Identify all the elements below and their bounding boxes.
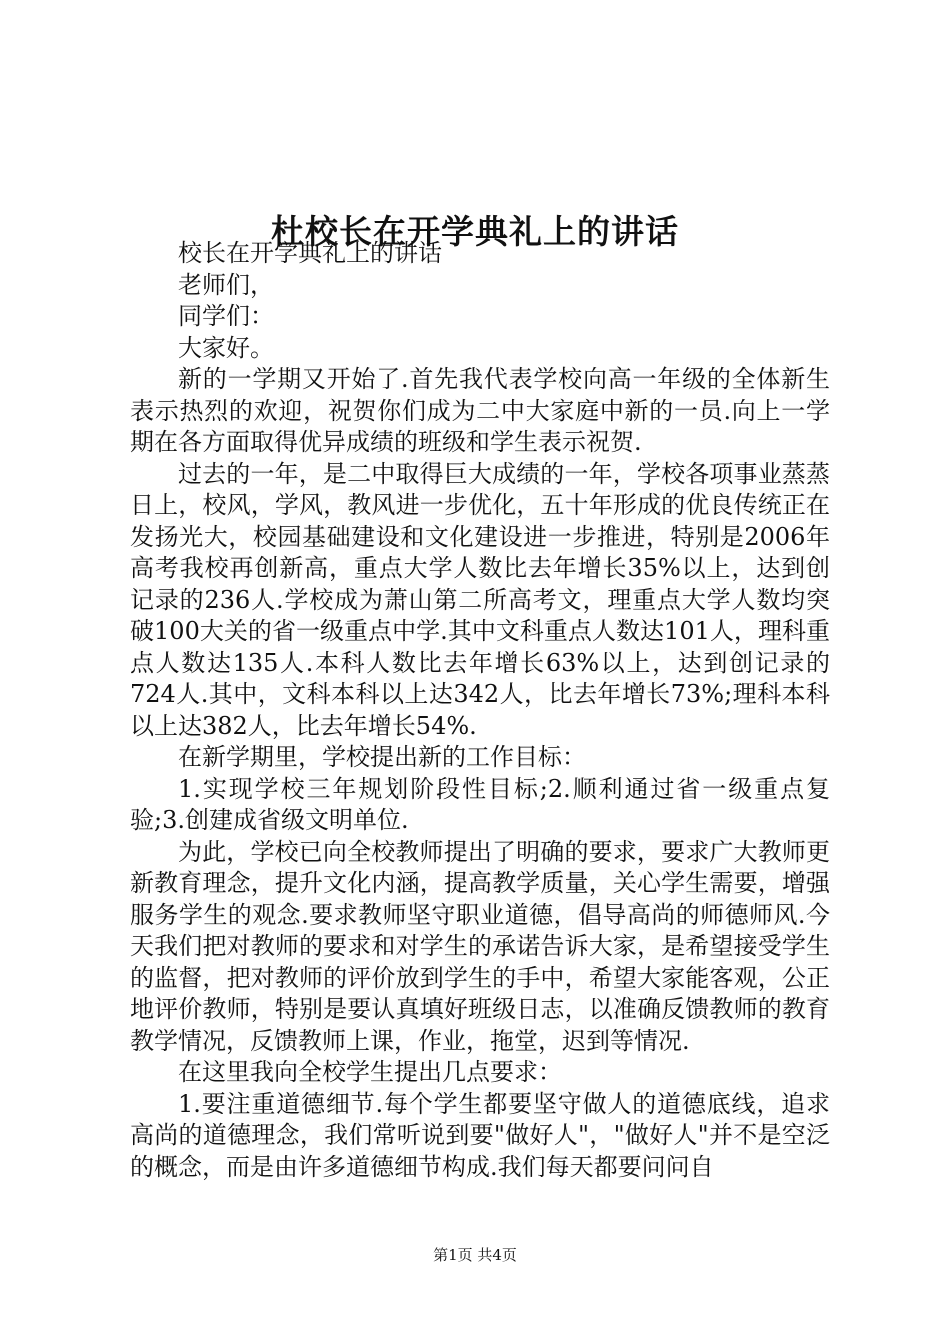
paragraph: 1.要注重道德细节.每个学生都要坚守做人的道德底线，追求高尚的道德理念，我们常听说到要"做好人"，"做好人"并不是空泛的概念，而是由许多道德细节构成.我们每天都要问问自 bbox=[130, 1089, 830, 1181]
paragraph: 在这里我向全校学生提出几点要求： bbox=[178, 1058, 562, 1086]
paragraph: 过去的一年，是二中取得巨大成绩的一年，学校各项事业蒸蒸日上，校风，学风，教风进一步优化，五十年形成的优良传统正在发扬光大，校园基础建设和文化建设进一步推进，特别是2006年高考我校再创新高，重点大学人数比去年增长35%以上，达到创记录的236人.学校成为萧山第二所高考文，理重点大学人数均突破100大关的省一级重点中学.其中文科重点人数达101人，理科重点人数达135人.本科人数比去年增长63%以上，达到创记录的724人.其中，文科本科以上达342人，比去年增长73%;理科本科以上达382人，比去年增长54%. bbox=[130, 459, 830, 740]
paragraph: 为此，学校已向全校教师提出了明确的要求，要求广大教师更新教育理念，提升文化内涵，提高教学质量，关心学生需要，增强服务学生的观念.要求教师坚守职业道德，倡导高尚的师德师风.今天我们把对教师的要求和对学生的承诺告诉大家，是希望接受学生的监督，把对教师的评价放到学生的手中，希望大家能客观，公正地评价教师，特别是要认真填好班级日志，以准确反馈教师的教育教学情况，反馈教师上课，作业，拖堂，迟到等情况. bbox=[130, 837, 830, 1055]
page-number-footer: 第1页 共4页 bbox=[433, 1246, 517, 1264]
paragraph: 新的一学期又开始了.首先我代表学校向高一年级的全体新生表示热烈的欢迎，祝贺你们成为二中大家庭中新的一员.向上一学期在各方面取得优异成绩的班级和学生表示祝贺. bbox=[130, 365, 830, 456]
document-title: 杜校长在开学典礼上的讲话 bbox=[271, 212, 679, 252]
paragraph: 老师们， bbox=[178, 270, 274, 299]
paragraph: 在新学期里，学校提出新的工作目标： bbox=[178, 743, 586, 771]
document-body bbox=[130, 238, 830, 1183]
paragraph: 1.实现学校三年规划阶段性目标;2.顺利通过省一级重点复验;3.创建成省级文明单位. bbox=[130, 774, 830, 834]
paragraph: 同学们： bbox=[178, 302, 274, 330]
paragraph: 校长在开学典礼上的讲话 bbox=[178, 239, 442, 267]
paragraph: 大家好。 bbox=[178, 333, 274, 362]
